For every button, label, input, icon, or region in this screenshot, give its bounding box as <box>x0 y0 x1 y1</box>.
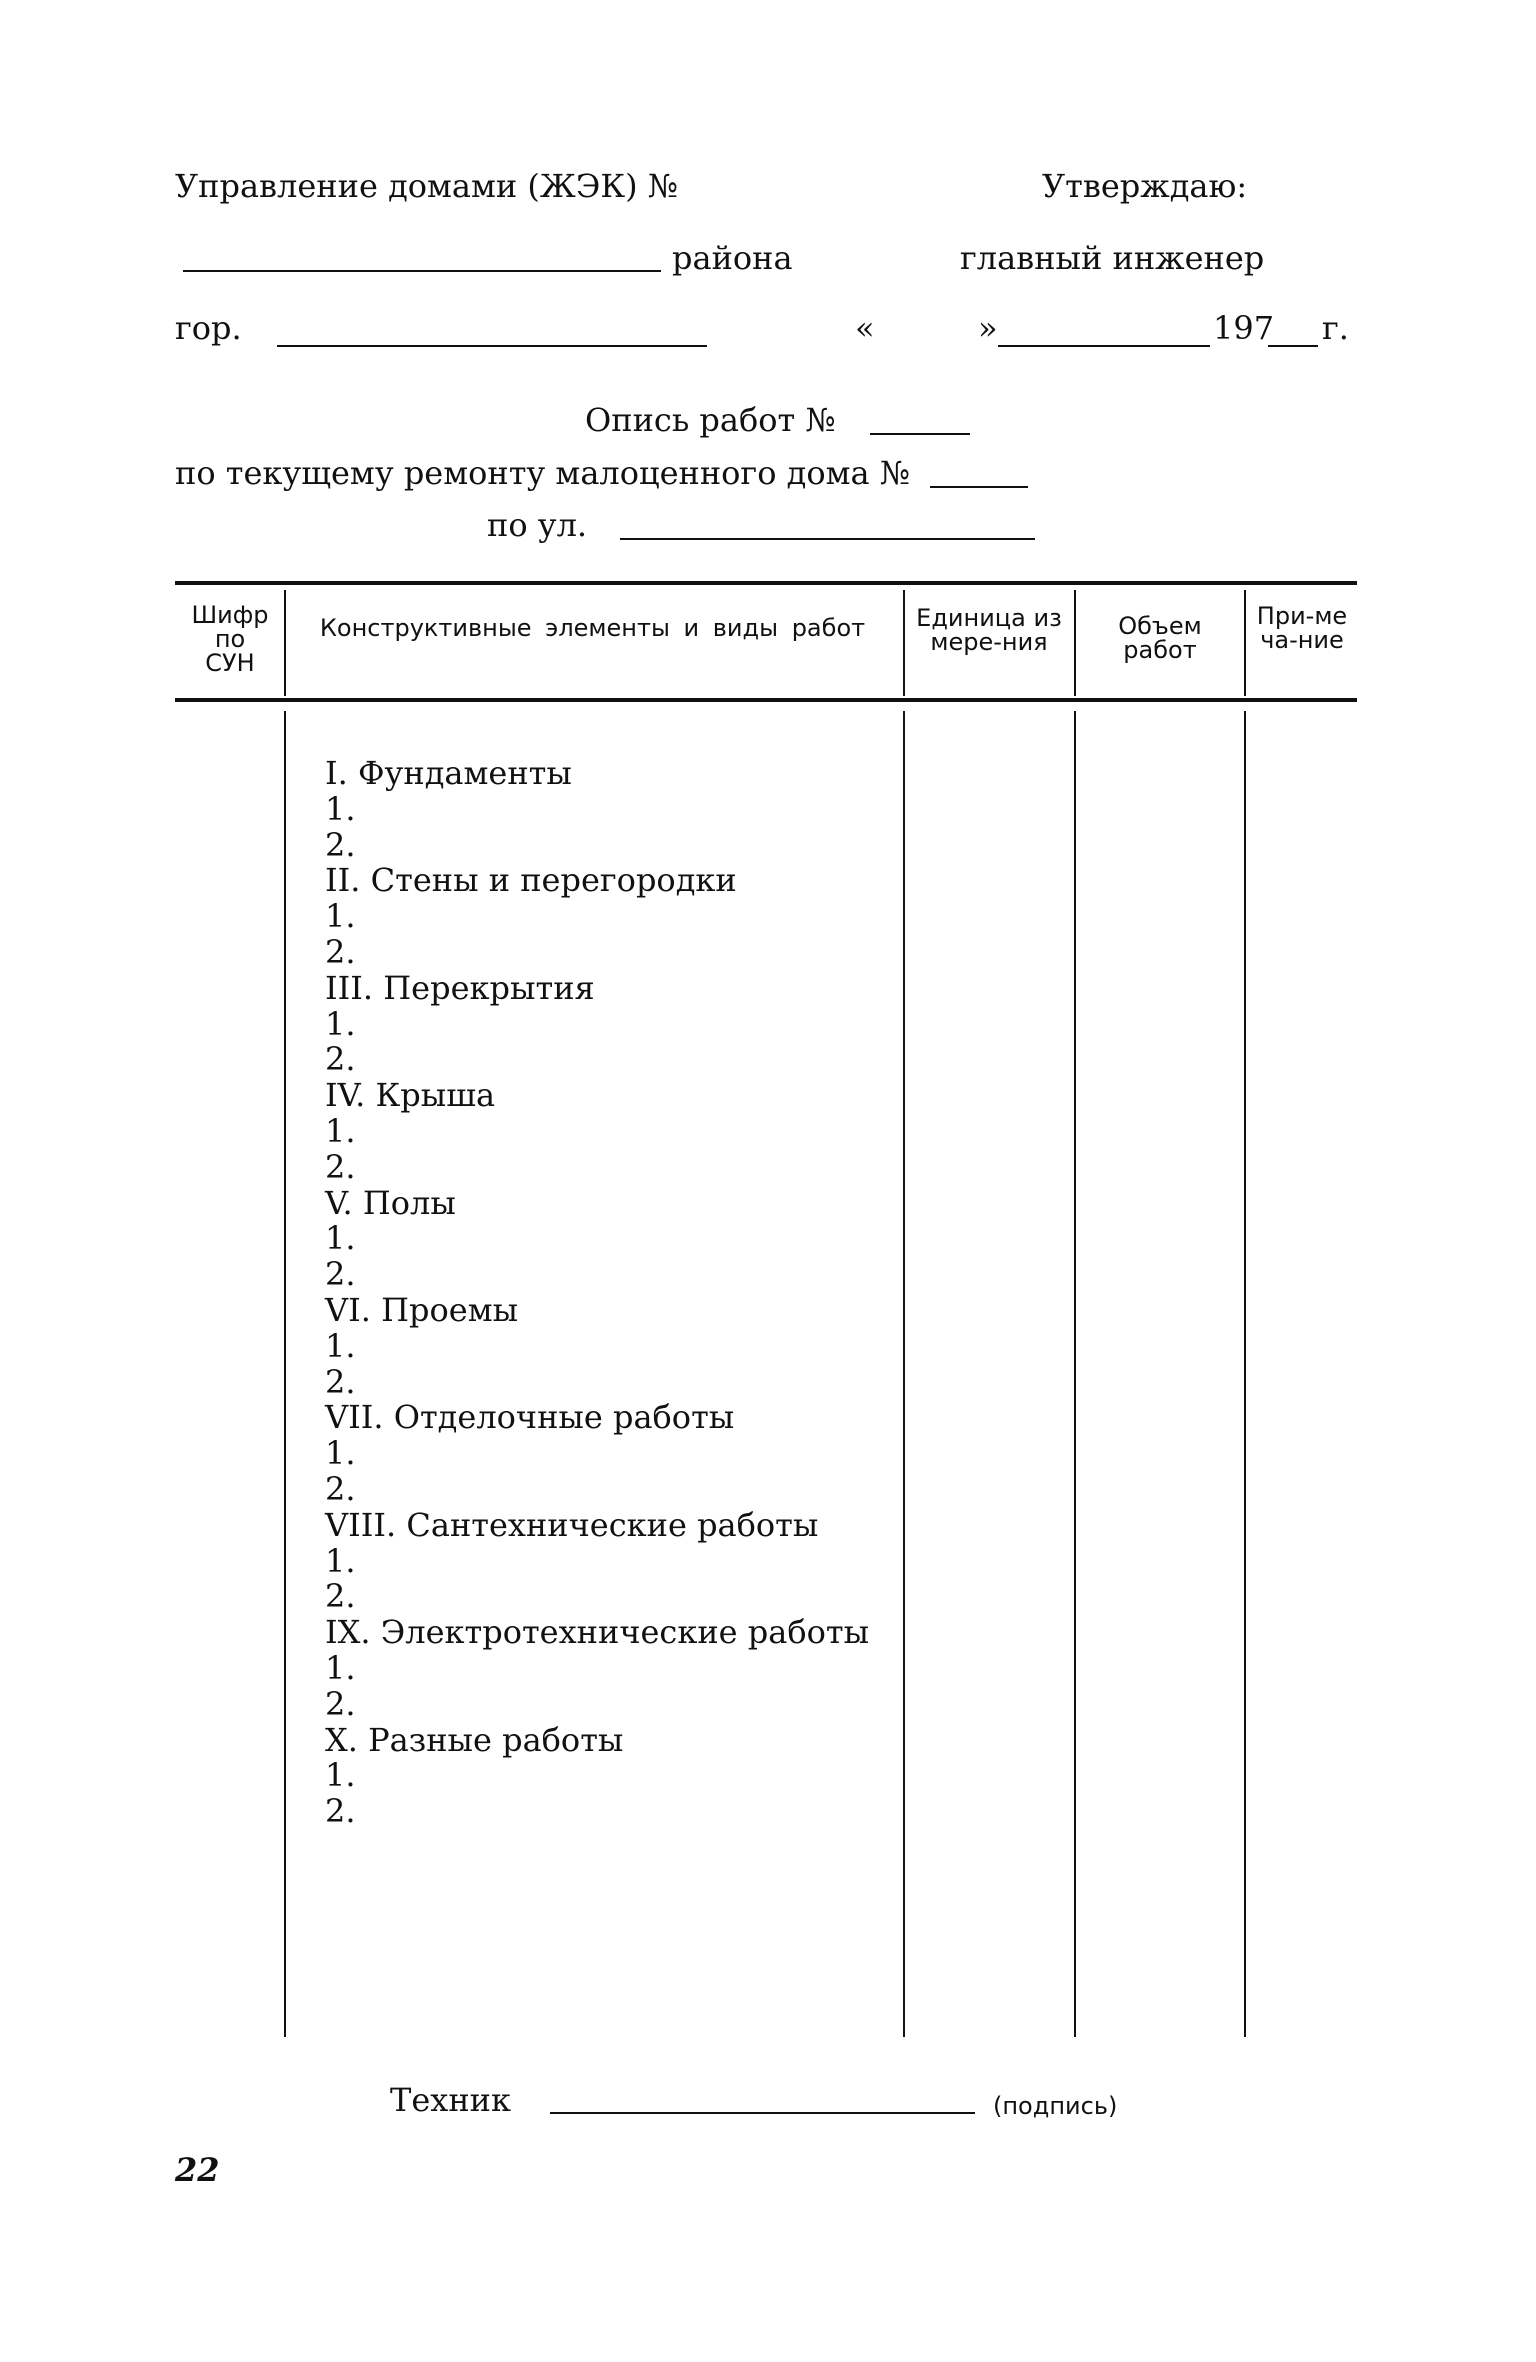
list-item: I. Фундаменты <box>325 754 572 792</box>
list-item: 1. <box>325 1756 356 1795</box>
list-item: 2. <box>325 1792 356 1831</box>
list-item: IX. Электротехнические работы <box>325 1613 870 1652</box>
engineer-label: главный инженер <box>960 239 1265 277</box>
list-item: 2. <box>325 1040 356 1079</box>
year-blank <box>1268 345 1318 347</box>
year-suffix: г. <box>1322 309 1349 347</box>
column-divider <box>1244 711 1246 2037</box>
repair-title: по текущему ремонту малоценного дома № <box>175 454 911 492</box>
list-item: 1. <box>325 897 356 936</box>
month-blank <box>998 345 1210 347</box>
list-item: VII. Отделочные работы <box>325 1398 735 1437</box>
work-items-list <box>325 756 869 1830</box>
col-header-elements: Конструктивные элементы и виды работ <box>319 614 866 642</box>
inventory-number-blank <box>870 433 970 435</box>
col-header-unit: Единица измере-ния <box>916 604 1062 656</box>
signature-blank <box>550 2112 975 2114</box>
col-header-note: При-меча-ние <box>1256 602 1348 654</box>
street-blank <box>620 538 1035 540</box>
table-header-rule <box>175 698 1357 702</box>
column-divider <box>1244 590 1246 696</box>
year-label: 197 <box>1213 309 1275 347</box>
col-header-volume: Объем работ <box>1118 612 1202 664</box>
page-number: 22 <box>175 2151 220 2189</box>
district-blank <box>183 270 661 272</box>
list-item: VI. Проемы <box>325 1290 519 1329</box>
list-item: 2. <box>325 932 356 971</box>
column-divider <box>903 711 905 2037</box>
column-divider <box>284 711 286 2037</box>
column-divider <box>284 590 286 696</box>
list-item: 2. <box>325 1147 356 1186</box>
list-item: 2. <box>325 1255 356 1294</box>
list-item: VIII. Сантехнические работы <box>325 1505 819 1544</box>
list-item: 1. <box>325 1434 356 1473</box>
col-header-code: Шифр по СУН <box>191 601 269 677</box>
column-divider <box>1074 711 1076 2037</box>
table-top-rule <box>175 581 1357 585</box>
technician-label: Техник <box>390 2081 511 2119</box>
column-divider <box>1074 590 1076 696</box>
list-item: 1. <box>325 1111 356 1150</box>
list-item: X. Разные работы <box>325 1720 624 1759</box>
city-label: гор. <box>175 309 242 347</box>
list-item: 1. <box>325 1648 356 1687</box>
list-item: 2. <box>325 1362 356 1401</box>
list-item: 1. <box>325 1219 356 1258</box>
list-item: 1. <box>325 789 356 828</box>
quote-open: « <box>855 309 875 347</box>
house-number-blank <box>930 486 1028 488</box>
district-label: района <box>672 239 793 277</box>
list-item: 1. <box>325 1004 356 1043</box>
list-item: 2. <box>325 1684 356 1723</box>
street-label: по ул. <box>487 506 588 544</box>
column-divider <box>903 590 905 696</box>
list-item: 1. <box>325 1326 356 1365</box>
list-item: 2. <box>325 1469 356 1508</box>
quote-close: » <box>978 309 998 347</box>
city-blank <box>277 345 707 347</box>
list-item: II. Стены и перегородки <box>325 861 737 900</box>
approve-label: Утверждаю: <box>1042 167 1248 205</box>
list-item: V. Полы <box>325 1183 456 1222</box>
org-label: Управление домами (ЖЭК) № <box>175 167 679 205</box>
list-item: 2. <box>325 825 356 864</box>
list-item: 1. <box>325 1541 356 1580</box>
list-item: III. Перекрытия <box>325 968 595 1007</box>
inventory-title: Опись работ № <box>585 401 836 439</box>
list-item: IV. Крыша <box>325 1076 496 1115</box>
signature-label: (подпись) <box>993 2092 1118 2120</box>
list-item: 2. <box>325 1577 356 1616</box>
